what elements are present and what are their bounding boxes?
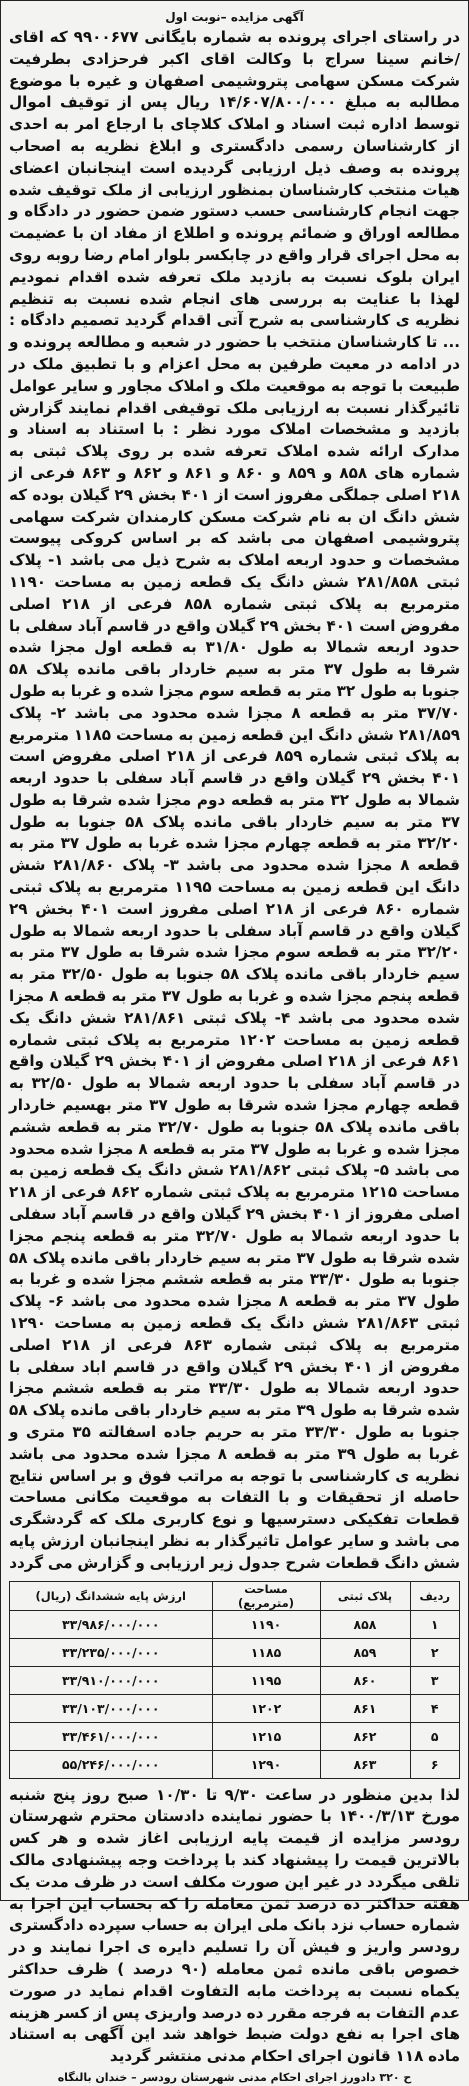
valuation-table	[9, 1581, 460, 1779]
cell-area: ۱۱۹۵	[212, 1666, 320, 1694]
table-header-row	[10, 1581, 460, 1610]
header-value: ارزش پایه ششدانگ (ریال)	[10, 1581, 213, 1610]
table-row	[10, 1638, 460, 1666]
cell-value: ۳۳/۴۶۱/۰۰۰/۰۰۰	[10, 1722, 213, 1750]
cell-row-number: ۵	[410, 1722, 460, 1750]
header-row-number: ردیف	[410, 1581, 460, 1610]
cell-area: ۱۱۸۵	[212, 1638, 320, 1666]
cell-value: ۳۳/۲۳۵/۰۰۰/۰۰۰	[10, 1638, 213, 1666]
cell-value: ۵۵/۲۴۶/۰۰۰/۰۰۰	[10, 1750, 213, 1778]
table-row	[10, 1610, 460, 1638]
header-plate: پلاک ثبتی	[320, 1581, 410, 1610]
notice-footer-signature: ح ۳۲۰ دادورز اجرای احکام مدنی شهرستان رودسر – خندان بالنگاه	[57, 2070, 412, 2084]
cell-plate: ۸۵۸	[320, 1610, 410, 1638]
cell-row-number: ۴	[410, 1694, 460, 1722]
table-row	[10, 1722, 460, 1750]
cell-plate: ۸۶۱	[320, 1694, 410, 1722]
header-area: مساحت (مترمربع)	[212, 1581, 320, 1610]
table-row	[10, 1694, 460, 1722]
cell-value: ۳۳/۹۸۶/۰۰۰/۰۰۰	[10, 1610, 213, 1638]
cell-area: ۱۲۰۲	[212, 1694, 320, 1722]
table-row	[10, 1750, 460, 1778]
notice-paragraph-auction-terms: لذا بدین منظور در ساعت ۹/۳۰ تا ۱۰/۳۰ صبح روز پنج شنبه مورخ ۱۴۰۰/۳/۱۳ با حضور نماینده دادستان محترم شهرستان رودسر مزایده از قیمت پایه ارزیابی اغاز شده و هر کس بالاترین قیمت را پیشنهاد کند با پرداخت وجه پیشنهادی مالک تلقی میگردد در غیر این صورت مکلف است در ظرف مدت یک هفته حداکثر ده درصد ثمن معامله را که بحساب این اجرا به شماره حساب نزد بانک ملی ایران به حساب سپرده دادگستری رودسر واریز و فیش آن را تسلیم دایره ی اجرا نمایند و در خصوص باقی مانده ثمن معامله (۹۰ درصد ) ظرف حداکثر یکماه نسبت به پرداخت مابه التفاوت اقدام نماید در صورت عدم التفات به فرجه مقرر ده درصد واریزی پس از کسر هزینه های اجرا به نفع دولت ضبط خواهد شد این آگهی به استناد ماده ۱۱۸ قانون اجرای احکام مدنی منتشر گردید	[9, 1785, 460, 2066]
notice-paragraph-main: در راستای اجرای پرونده به شماره بایگانی ۹۹۰۰۶۷۷ که اقای /خانم سینا سراج با وکالت اقای اکبر فرحزادی بطرفیت شرکت مسکن سهامی پتروشیمی اصفهان و غیره با موضوع مطالبه به مبلغ ۱۴/۶۰۷/۸۰۰/۰۰۰ ریال پس از توقیف اموال توسط اداره ثبت اسناد و املاک کلاچای با ارجاع امر به احدی از کارشناسان رسمی دادگستری و ابلاغ نظریه به اصحاب پرونده به وصف ذیل ارزیابی گردیده است اینجانبان اعضای هیات منتخب کارشناسان بمنظور ارزیابی از ملک توقیف شده جهت انجام کارشناسی حسب دستور ضمن حضور در دادگاه و مطالعه اوراق و ضمائم پرونده و اطلاع از مفاد ان با عضیمت به محل اجرای قرار واقع در چابکسر بلوار امام رضا روبه روی ایران بلوک نسبت به بازدید ملک تعرفه شده اقدام نمودیم لهذا با عنایت به بررسی های انجام شده نسبت به تنظیم نظریه ی کارشناسی به شرح آتی اقدام گردید تصمیم دادگاه : ... تا کارشناسان منتخب با حضور در شعبه و مطالعه پرونده و در ادامه در معیت طرفین به محل اعزام و با تطبیق ملک در طبیعت با توجه به موقعیت ملک و املاک مجاور و سایر عوامل تائیرگذار نسبت به ارزیابی ملک توقیفی اقدام نمایند گزارش بازدید و مشخصات املاک مورد نظر : با استناد به اسناد و مدارک ارائه شده املاک تعرفه شده بر روی پلاک ثبتی به شماره های ۸۵۸ و ۸۵۹ و ۸۶۰ و ۸۶۱ و ۸۶۲ و ۸۶۳ فرعی از ۲۱۸ اصلی جملگی مفروز است از ۴۰۱ بخش ۲۹ گیلان بوده که شش دانگ ان به نام شرکت مسکن کارمندان شرکت سهامی پتروشیمی اصفهان می باشد که بر اساس کروکی پیوست مشخصات و حدود اربعه املاک به شرح ذیل می باشد ۱- پلاک ثبتی ۲۸۱/۸۵۸ شش دانگ یک قطعه زمین به مساحت ۱۱۹۰ مترمربع به پلاک ثبتی شماره ۸۵۸ فرعی از ۲۱۸ اصلی مفروض است ۴۰۱ بخش ۲۹ گیلان واقع در قاسم آباد سفلی با حدود اربعه شمالا به طول ۳۱/۸۰ به قطعه اول مجزا شده شرقا به طول ۳۷ متر به سیم خاردار باقی مانده پلاک ۵۸ جنوبا به طول ۳۲ متر به قطعه سوم مجزا شده و غربا به طول ۳۷/۷۰ متر به قطعه ۸ مجزا شده محدود می باشد ۲- پلاک ۲۸۱/۸۵۹ شش دانگ این قطعه زمین به مساحت ۱۱۸۵ مترمربع به پلاک ثبتی شماره ۸۵۹ فرعی از ۲۱۸ اصلی مفروض است ۴۰۱ بخش ۲۹ گیلان واقع در قاسم آباد سفلی با حدود اربعه شمالا به طول ۳۲ متر به قطعه دوم مجزا شده شرقا به طول ۳۷ متر به سیم خاردار باقی مانده پلاک ۵۸ جنوبا به طول ۳۲/۲۰ متر به قطعه چهارم مجزا شده غربا به طول ۳۷ متر به قطعه ۸ مجزا شده محدود می باشد ۳- پلاک ۲۸۱/۸۶۰ شش دانگ این قطعه زمین به مساحت ۱۱۹۵ مترمربع به پلاک ثبتی شماره ۸۶۰ فرعی از ۲۱۸ اصلی مفروز است ۴۰۱ بخش ۲۹ گیلان واقع در قاسم آباد سفلی با حدود اربعه شمالا به طول ۳۲/۲۰ متر به قطعه سوم مجزا شده شرقا به طول ۳۷ متر به سیم خاردار باقی مانده پلاک ۵۸ جنوبا به طول ۳۲/۵۰ متر به قطعه پنجم مجزا شده و غربا به طول ۳۷ متر به قطعه ۸ مجزا شده محدود می باشد ۴- پلاک ثبتی ۲۸۱/۸۶۱ شش دانگ یک قطعه زمین به مساحت ۱۲۰۲ مترمربع به پلاک ثبتی شماره ۸۶۱ فرعی از ۲۱۸ اصلی مفروض از ۴۰۱ بخش ۲۹ گیلان واقع در قاسم آباد سفلی با حدود اربعه شمالا به طول ۳۲/۵۰ به قطعه چهارم مجزا شده شرقا به طول ۳۷ متر بهسیم خاردار باقی مانده پلاک ۵۸ جنوبا به طول ۳۲/۷۰ متر به قطعه ششم مجزا شده و غربا به طول ۳۷ متر به قطعه ۸ مجزا شده محدود می باشد ۵- پلاک ثبتی ۲۸۱/۸۶۲ شش دانگ یک قطعه زمین به مساحت ۱۲۱۵ مترمربع به پلاک ثبتی شماره ۸۶۲ فرعی از ۲۱۸ اصلی مفروز از ۴۰۱ بخش ۲۹ گیلان واقع در قاسم آباد سفلی با حدود اربعه شمالا به طول ۳۲/۷۰ متر به قطعه پنجم مجزا شده شرقا به طول ۳۷ متر به سیم خاردار باقی مانده پلاک ۵۸ جنوبا به طول ۳۳/۳۰ متر به قطعه ششم مجزا شده و غربا به طول ۳۷ متر به قطعه ۸ مجزا شده محدود می باشد ۶- پلاک ثبتی ۲۸۱/۸۶۳ شش دانگ یک قطعه زمین به مساحت ۱۲۹۰ مترمربع به پلاک ثبتی شماره ۸۶۳ فرعی از ۲۱۸ اصلی مفروض از ۴۰۱ بخش ۲۹ گیلان واقع در قاسم اباد سفلی با حدود اربعه شمالا به طول ۳۳/۳۰ متر به قطعه ششم مجزا شده شرقا به طول ۳۹ متر به سیم خاردار باقی مانده پلاک ۵۸ جنوبا به طول ۳۳/۳۰ متر به حریم جاده اسفالته ۳۵ متری و غربا به طول ۳۹ متر به قطعه ۸ مجزا شده محدود می باشد نظریه ی کارشناسی با توجه به مراتب فوق و بر اساس نتایج حاصله از تحقیقات و با التفات به موقعیت مکانی مساحت قطعات تفکیکی دسترسیها و نوع کاربری ملک که گردشگری می باشد و سایر عوامل تاثیرگذار به نظر اینجانبان ارزش پایه شش دانگ قطعات شرح جدول زیر ارزیابی و گزارش می گردد	[9, 28, 461, 1572]
cell-row-number: ۳	[410, 1666, 460, 1694]
cell-plate: ۸۶۰	[320, 1666, 410, 1694]
notice-title: آگهی مزایده –نوبت اول	[165, 10, 304, 24]
cell-plate: ۸۶۳	[320, 1750, 410, 1778]
cell-area: ۱۱۹۰	[212, 1610, 320, 1638]
cell-value: ۳۳/۹۱۰/۰۰۰/۰۰۰	[10, 1666, 213, 1694]
cell-value: ۳۳/۱۰۳/۰۰۰/۰۰۰	[10, 1694, 213, 1722]
cell-area: ۱۲۹۰	[212, 1750, 320, 1778]
cell-area: ۱۲۱۵	[212, 1722, 320, 1750]
cell-row-number: ۱	[410, 1610, 460, 1638]
valuation-table-wrapper	[9, 1581, 460, 1779]
cell-plate: ۸۵۹	[320, 1638, 410, 1666]
cell-row-number: ۲	[410, 1638, 460, 1666]
table-row	[10, 1666, 460, 1694]
cell-plate: ۸۶۲	[320, 1722, 410, 1750]
cell-row-number: ۶	[410, 1750, 460, 1778]
